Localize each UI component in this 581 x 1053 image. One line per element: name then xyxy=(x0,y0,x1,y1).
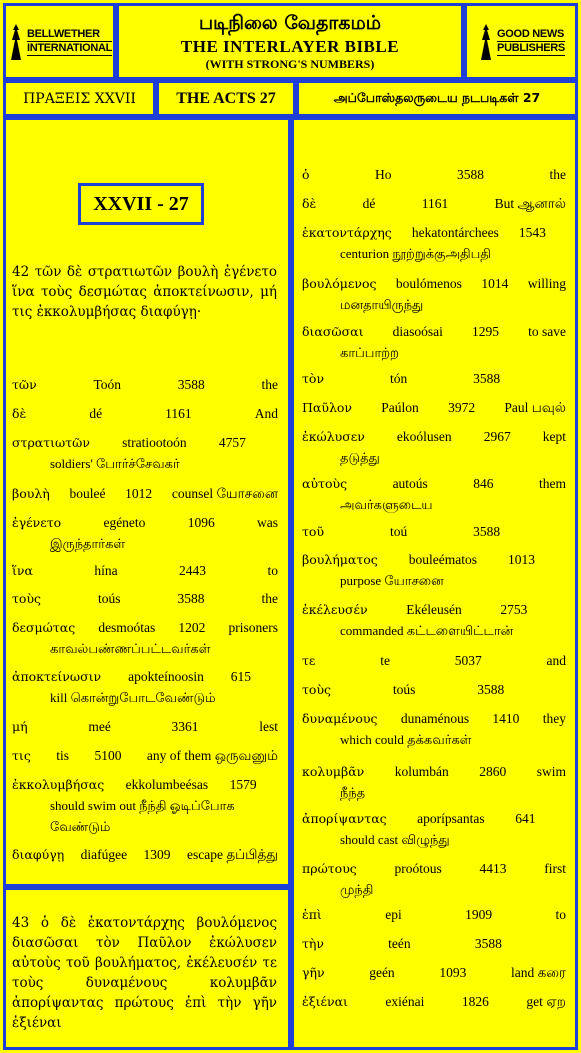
transliteration: dé xyxy=(362,196,376,211)
gloss: escape தப்பித்து xyxy=(186,847,278,862)
strongs-number: 2753 xyxy=(500,602,528,617)
word-entry-gloss: காவல்பண்ணப்பட்டவர்கள் xyxy=(50,641,211,656)
strongs-number: 1309 xyxy=(143,847,171,862)
strongs-number: 1202 xyxy=(178,620,206,635)
strongs-number: 2860 xyxy=(479,764,507,779)
gloss: to xyxy=(555,907,566,922)
transliteration: desmoótas xyxy=(98,620,156,635)
greek-word: μή xyxy=(12,719,28,734)
strongs-number: 1013 xyxy=(507,552,535,567)
transliteration: hína xyxy=(94,563,118,578)
gloss: willing xyxy=(527,276,566,291)
word-entry-main xyxy=(302,426,566,447)
gloss: And xyxy=(254,406,278,421)
word-entry-main xyxy=(302,222,566,243)
right-word-entry xyxy=(302,397,566,418)
gloss: to xyxy=(267,563,278,578)
transliteration: tis xyxy=(56,748,70,763)
word-entry-gloss: இருந்தார்கள் xyxy=(50,536,126,551)
word-entry-gloss: தடுத்து xyxy=(340,450,380,465)
strongs-number: 1093 xyxy=(439,965,467,980)
transliteration: kolumbán xyxy=(394,764,449,779)
word-entry-main xyxy=(302,904,566,925)
transliteration: teén xyxy=(388,936,411,951)
word-entry-gloss: commanded கட்டளையிட்டான் xyxy=(340,623,514,638)
word-entry-gloss: காப்பாற்ற xyxy=(340,345,399,360)
left-word-entry xyxy=(12,432,278,474)
word-entry-main xyxy=(302,521,566,542)
strongs-number: 3588 xyxy=(177,377,205,392)
greek-word: ἑκατοντάρχης xyxy=(302,225,392,240)
gloss: kept xyxy=(542,429,566,444)
word-entry-gloss: அவர்களுடைய xyxy=(340,497,433,512)
strongs-number: 1161 xyxy=(421,196,449,211)
word-entry-main xyxy=(302,599,566,620)
greek-word: βουλόμενος xyxy=(302,276,377,291)
word-entry-main xyxy=(302,991,566,1012)
gloss: them xyxy=(539,476,566,491)
right-logo-line1: GOOD NEWS xyxy=(497,27,565,40)
greek-word: ἀπορίψαντας xyxy=(302,811,387,826)
word-entry-gloss: should swim out நீந்தி ஓடிப்போக வேண்டும் xyxy=(50,798,235,834)
gloss: lest xyxy=(259,719,278,734)
word-entry-main xyxy=(302,193,566,214)
strongs-number: 3588 xyxy=(473,524,501,539)
right-word-entry xyxy=(302,273,566,315)
transliteration: toú xyxy=(389,524,408,539)
left-word-entry xyxy=(12,745,278,766)
greek-word: τις xyxy=(12,748,31,763)
strongs-number: 1410 xyxy=(492,711,520,726)
word-entry-main xyxy=(12,560,278,581)
word-entry-main xyxy=(302,549,566,570)
greek-word: δυναμένους xyxy=(302,711,378,726)
transliteration: Ekéleusén xyxy=(406,602,462,617)
title-tamil: படிநிலை வேதாகமம் xyxy=(198,12,382,34)
greek-word: τοῦ xyxy=(302,524,325,539)
word-entry-main xyxy=(12,774,278,795)
gloss: the xyxy=(549,167,566,182)
right-word-entry xyxy=(302,164,566,185)
verse-43: 43 ὁ δὲ ἑκατοντάρχης βουλόμενος διασῶσαι τὸν Παῦλον ἐκώλυσεν αὐτοὺς τοῦ βουλήματος, ἐκέλευσέν τε τοὺς δυναμένους κολυμβᾶν ἀπορίψαντας πρώτους ἐπὶ τὴν γῆν ἐξιέναι xyxy=(12,915,277,1031)
word-entry-main xyxy=(12,403,278,424)
strongs-number: 3588 xyxy=(477,682,505,697)
gloss: But ஆனால் xyxy=(494,196,566,211)
word-entry-main xyxy=(12,588,278,609)
transliteration: bouleématos xyxy=(408,552,477,567)
transliteration: diafúgee xyxy=(80,847,128,862)
greek-word: πρώτους xyxy=(302,861,357,876)
word-entry-gloss: நீந்த xyxy=(340,785,366,800)
transliteration: Toón xyxy=(93,377,122,392)
word-entry-main xyxy=(12,745,278,766)
word-entry-gloss: centurion நூற்றுக்குஅதிபதி xyxy=(340,246,491,261)
bellwether-figure-icon xyxy=(7,22,25,62)
gloss: swim xyxy=(536,764,566,779)
strongs-number: 3972 xyxy=(448,400,476,415)
transliteration: apokteínoosin xyxy=(128,669,204,684)
right-word-entry xyxy=(302,549,566,591)
title-english: THE INTERLAYER BIBLE xyxy=(180,37,400,56)
gloss: any of them ஒருவனும் xyxy=(146,748,278,763)
greek-word: ἐγένετο xyxy=(12,515,62,530)
greek-word: ἐπὶ xyxy=(302,907,322,922)
word-entry-main xyxy=(302,473,566,494)
transliteration: dunaménous xyxy=(400,711,470,726)
greek-word: βουλήματος xyxy=(302,552,378,567)
strongs-number: 1909 xyxy=(465,907,493,922)
greek-word: Παῦλον xyxy=(302,400,352,415)
word-entry-gloss: purpose யோசனை xyxy=(340,573,444,588)
strongs-number: 1096 xyxy=(187,515,215,530)
strongs-number: 2967 xyxy=(483,429,511,444)
transliteration: te xyxy=(380,653,390,668)
greek-word: τῶν xyxy=(12,377,37,392)
strongs-number: 5037 xyxy=(454,653,482,668)
greek-word: αὐτοὺς xyxy=(302,476,348,491)
word-entry-main xyxy=(12,617,278,638)
transliteration: diasoósai xyxy=(392,324,443,339)
transliteration: geén xyxy=(369,965,395,980)
strongs-number: 615 xyxy=(230,669,252,684)
word-entry-main xyxy=(302,708,566,729)
right-word-entry xyxy=(302,991,566,1012)
greek-word: βουλὴ xyxy=(12,486,50,501)
left-word-entry xyxy=(12,716,278,737)
greek-word: κολυμβᾶν xyxy=(302,764,365,779)
word-entry-main xyxy=(302,650,566,671)
left-word-entry xyxy=(12,483,278,504)
greek-word: τε xyxy=(302,653,316,668)
right-word-entry xyxy=(302,761,566,803)
title-subtitle: (WITH STRONG'S NUMBERS) xyxy=(205,57,375,71)
greek-word: τοὺς xyxy=(302,682,332,697)
transliteration: bouleé xyxy=(69,486,106,501)
right-word-entry xyxy=(302,808,566,850)
title-block xyxy=(116,3,464,80)
strongs-number: 3588 xyxy=(457,167,484,182)
strongs-number: 1161 xyxy=(165,406,192,421)
left-word-entry xyxy=(12,774,278,837)
right-word-entry xyxy=(302,650,566,671)
strongs-number: 3588 xyxy=(177,591,205,606)
gloss: they xyxy=(542,711,566,726)
word-entry-main xyxy=(302,761,566,782)
left-word-entry xyxy=(12,617,278,659)
chapter-label: XXVII - 27 xyxy=(78,183,204,225)
greek-word: ἀποκτείνωσιν xyxy=(12,669,102,684)
gloss: Paul பவுல் xyxy=(504,400,566,415)
right-word-entry xyxy=(302,321,566,363)
greek-word: διασῶσαι xyxy=(302,324,364,339)
right-word-entry xyxy=(302,473,566,515)
left-logo-line1: BELLWETHER xyxy=(27,28,112,42)
word-entry-main xyxy=(12,512,278,533)
word-entry-gloss: which could தக்கவர்கள் xyxy=(340,732,472,747)
greek-word: δεσμώτας xyxy=(12,620,76,635)
word-entry-main xyxy=(12,666,278,687)
word-entry-main xyxy=(12,374,278,395)
greek-word: ἐξιέναι xyxy=(302,994,348,1009)
gloss: prisoners xyxy=(228,620,278,635)
transliteration: toús xyxy=(392,682,416,697)
strongs-number: 641 xyxy=(515,811,536,826)
greek-word: τοὺς xyxy=(12,591,42,606)
word-entry-gloss: kill கொன்றுபோடவேண்டும் xyxy=(50,690,216,705)
word-entry-gloss: should cast விழுந்து xyxy=(340,832,450,847)
right-word-entry xyxy=(302,962,566,983)
transliteration: toús xyxy=(98,591,121,606)
greek-word: δὲ xyxy=(302,196,317,211)
left-word-entry xyxy=(12,560,278,581)
greek-word: γῆν xyxy=(302,965,325,980)
word-entry-main xyxy=(302,679,566,700)
gloss: land கரை xyxy=(510,965,566,980)
transliteration: ekkolumbeésas xyxy=(125,777,209,792)
left-word-entry xyxy=(12,588,278,609)
word-entry-gloss: முந்தி xyxy=(340,882,374,897)
greek-word: ἵνα xyxy=(12,563,33,578)
gloss: get ஏற xyxy=(526,994,566,1009)
word-entry-main xyxy=(12,432,278,453)
word-entry-main xyxy=(12,483,278,504)
left-word-entry xyxy=(12,666,278,708)
gloss: and xyxy=(546,653,566,668)
greek-word: διαφύγῃ xyxy=(12,847,65,862)
strongs-number: 4757 xyxy=(218,435,246,450)
transliteration: autoús xyxy=(392,476,428,491)
left-logo-line2: INTERNATIONAL xyxy=(26,41,113,54)
word-entry-main xyxy=(302,933,566,954)
strongs-number: 1295 xyxy=(471,324,499,339)
gloss: the xyxy=(261,591,278,606)
word-entry-main xyxy=(302,273,566,294)
nav-english xyxy=(156,80,296,117)
strongs-number: 2443 xyxy=(179,563,207,578)
word-entry-gloss: மனதாயிருந்து xyxy=(340,297,424,312)
strongs-number: 5100 xyxy=(94,748,122,763)
right-word-entry xyxy=(302,222,566,264)
strongs-number: 1014 xyxy=(481,276,509,291)
right-word-entry xyxy=(302,679,566,700)
strongs-number: 1543 xyxy=(518,225,546,240)
transliteration: hekatontárchees xyxy=(411,225,499,240)
gloss: first xyxy=(544,861,566,876)
greek-word: δὲ xyxy=(12,406,27,421)
nav-greek-label: ΠΡΑΞΕΙΣ XXVII xyxy=(23,90,136,107)
word-entry-main xyxy=(302,368,566,389)
strongs-number: 1579 xyxy=(229,777,257,792)
bellwether-logo xyxy=(3,3,116,80)
right-logo-line2: PUBLISHERS xyxy=(497,41,565,54)
gloss: counsel யோசனை xyxy=(171,486,278,501)
nav-english-label: THE ACTS 27 xyxy=(176,89,276,107)
verse-42: 42 τῶν δὲ στρατιωτῶν βουλὴ ἐγένετο ἵνα τοὺς δεσμώτας ἀποκτείνωσιν, μή τις ἐκκολυμβήσας διαφύγῃ· xyxy=(12,264,277,320)
greek-word: τὸν xyxy=(302,371,325,386)
word-entry-main xyxy=(302,321,566,342)
word-entry-main xyxy=(302,164,566,185)
greek-word: τὴν xyxy=(302,936,325,951)
transliteration: aporípsantas xyxy=(417,811,485,826)
nav-tamil xyxy=(296,80,578,117)
right-word-entry xyxy=(302,193,566,214)
gloss: to save xyxy=(528,324,566,339)
transliteration: epi xyxy=(385,907,402,922)
nav-greek xyxy=(3,80,156,117)
greek-word: στρατιωτῶν xyxy=(12,435,90,450)
greek-word: ἐκέλευσέν xyxy=(302,602,368,617)
right-word-entry xyxy=(302,368,566,389)
strongs-number: 3361 xyxy=(171,719,199,734)
gloss: was xyxy=(257,515,278,530)
right-word-entry xyxy=(302,933,566,954)
greek-word: ἐκκολυμβήσας xyxy=(12,777,105,792)
left-word-entry xyxy=(12,512,278,554)
greek-word: ἐκώλυσεν xyxy=(302,429,365,444)
strongs-number: 1012 xyxy=(125,486,153,501)
right-word-entry xyxy=(302,599,566,641)
transliteration: stratiootoón xyxy=(122,435,187,450)
strongs-number: 846 xyxy=(473,476,494,491)
transliteration: exiénai xyxy=(385,994,425,1009)
transliteration: Ho xyxy=(375,167,392,182)
transliteration: tón xyxy=(389,371,408,386)
transliteration: meé xyxy=(88,719,111,734)
right-word-entry xyxy=(302,521,566,542)
right-word-entry xyxy=(302,708,566,750)
strongs-number: 4413 xyxy=(479,861,507,876)
strongs-number: 3588 xyxy=(473,371,501,386)
transliteration: proótous xyxy=(394,861,442,876)
transliteration: egéneto xyxy=(103,515,146,530)
transliteration: boulómenos xyxy=(395,276,462,291)
nav-tamil-label: அப்போஸ்தலருடைய நடபடிகள் 27 xyxy=(333,90,541,105)
transliteration: dé xyxy=(89,406,103,421)
word-entry-main xyxy=(12,716,278,737)
transliteration: Paúlon xyxy=(381,400,419,415)
word-entry-main xyxy=(302,962,566,983)
strongs-number: 1826 xyxy=(461,994,489,1009)
left-word-entry xyxy=(12,374,278,395)
strongs-number: 3588 xyxy=(474,936,502,951)
transliteration: ekoólusen xyxy=(396,429,452,444)
word-entry-main xyxy=(302,808,566,829)
greek-word: ὁ xyxy=(302,167,310,182)
word-entry-main xyxy=(12,844,278,865)
word-entry-main xyxy=(302,397,566,418)
good-news-logo xyxy=(464,3,578,80)
word-entry-gloss: soldiers' போர்ச்சேவகர் xyxy=(50,456,180,471)
right-word-entry xyxy=(302,426,566,468)
left-word-entry xyxy=(12,844,278,865)
word-entry-main xyxy=(302,858,566,879)
good-news-figure-icon xyxy=(477,22,495,62)
gloss: the xyxy=(261,377,278,392)
right-word-entry xyxy=(302,904,566,925)
left-word-entry xyxy=(12,403,278,424)
right-word-entry xyxy=(302,858,566,900)
